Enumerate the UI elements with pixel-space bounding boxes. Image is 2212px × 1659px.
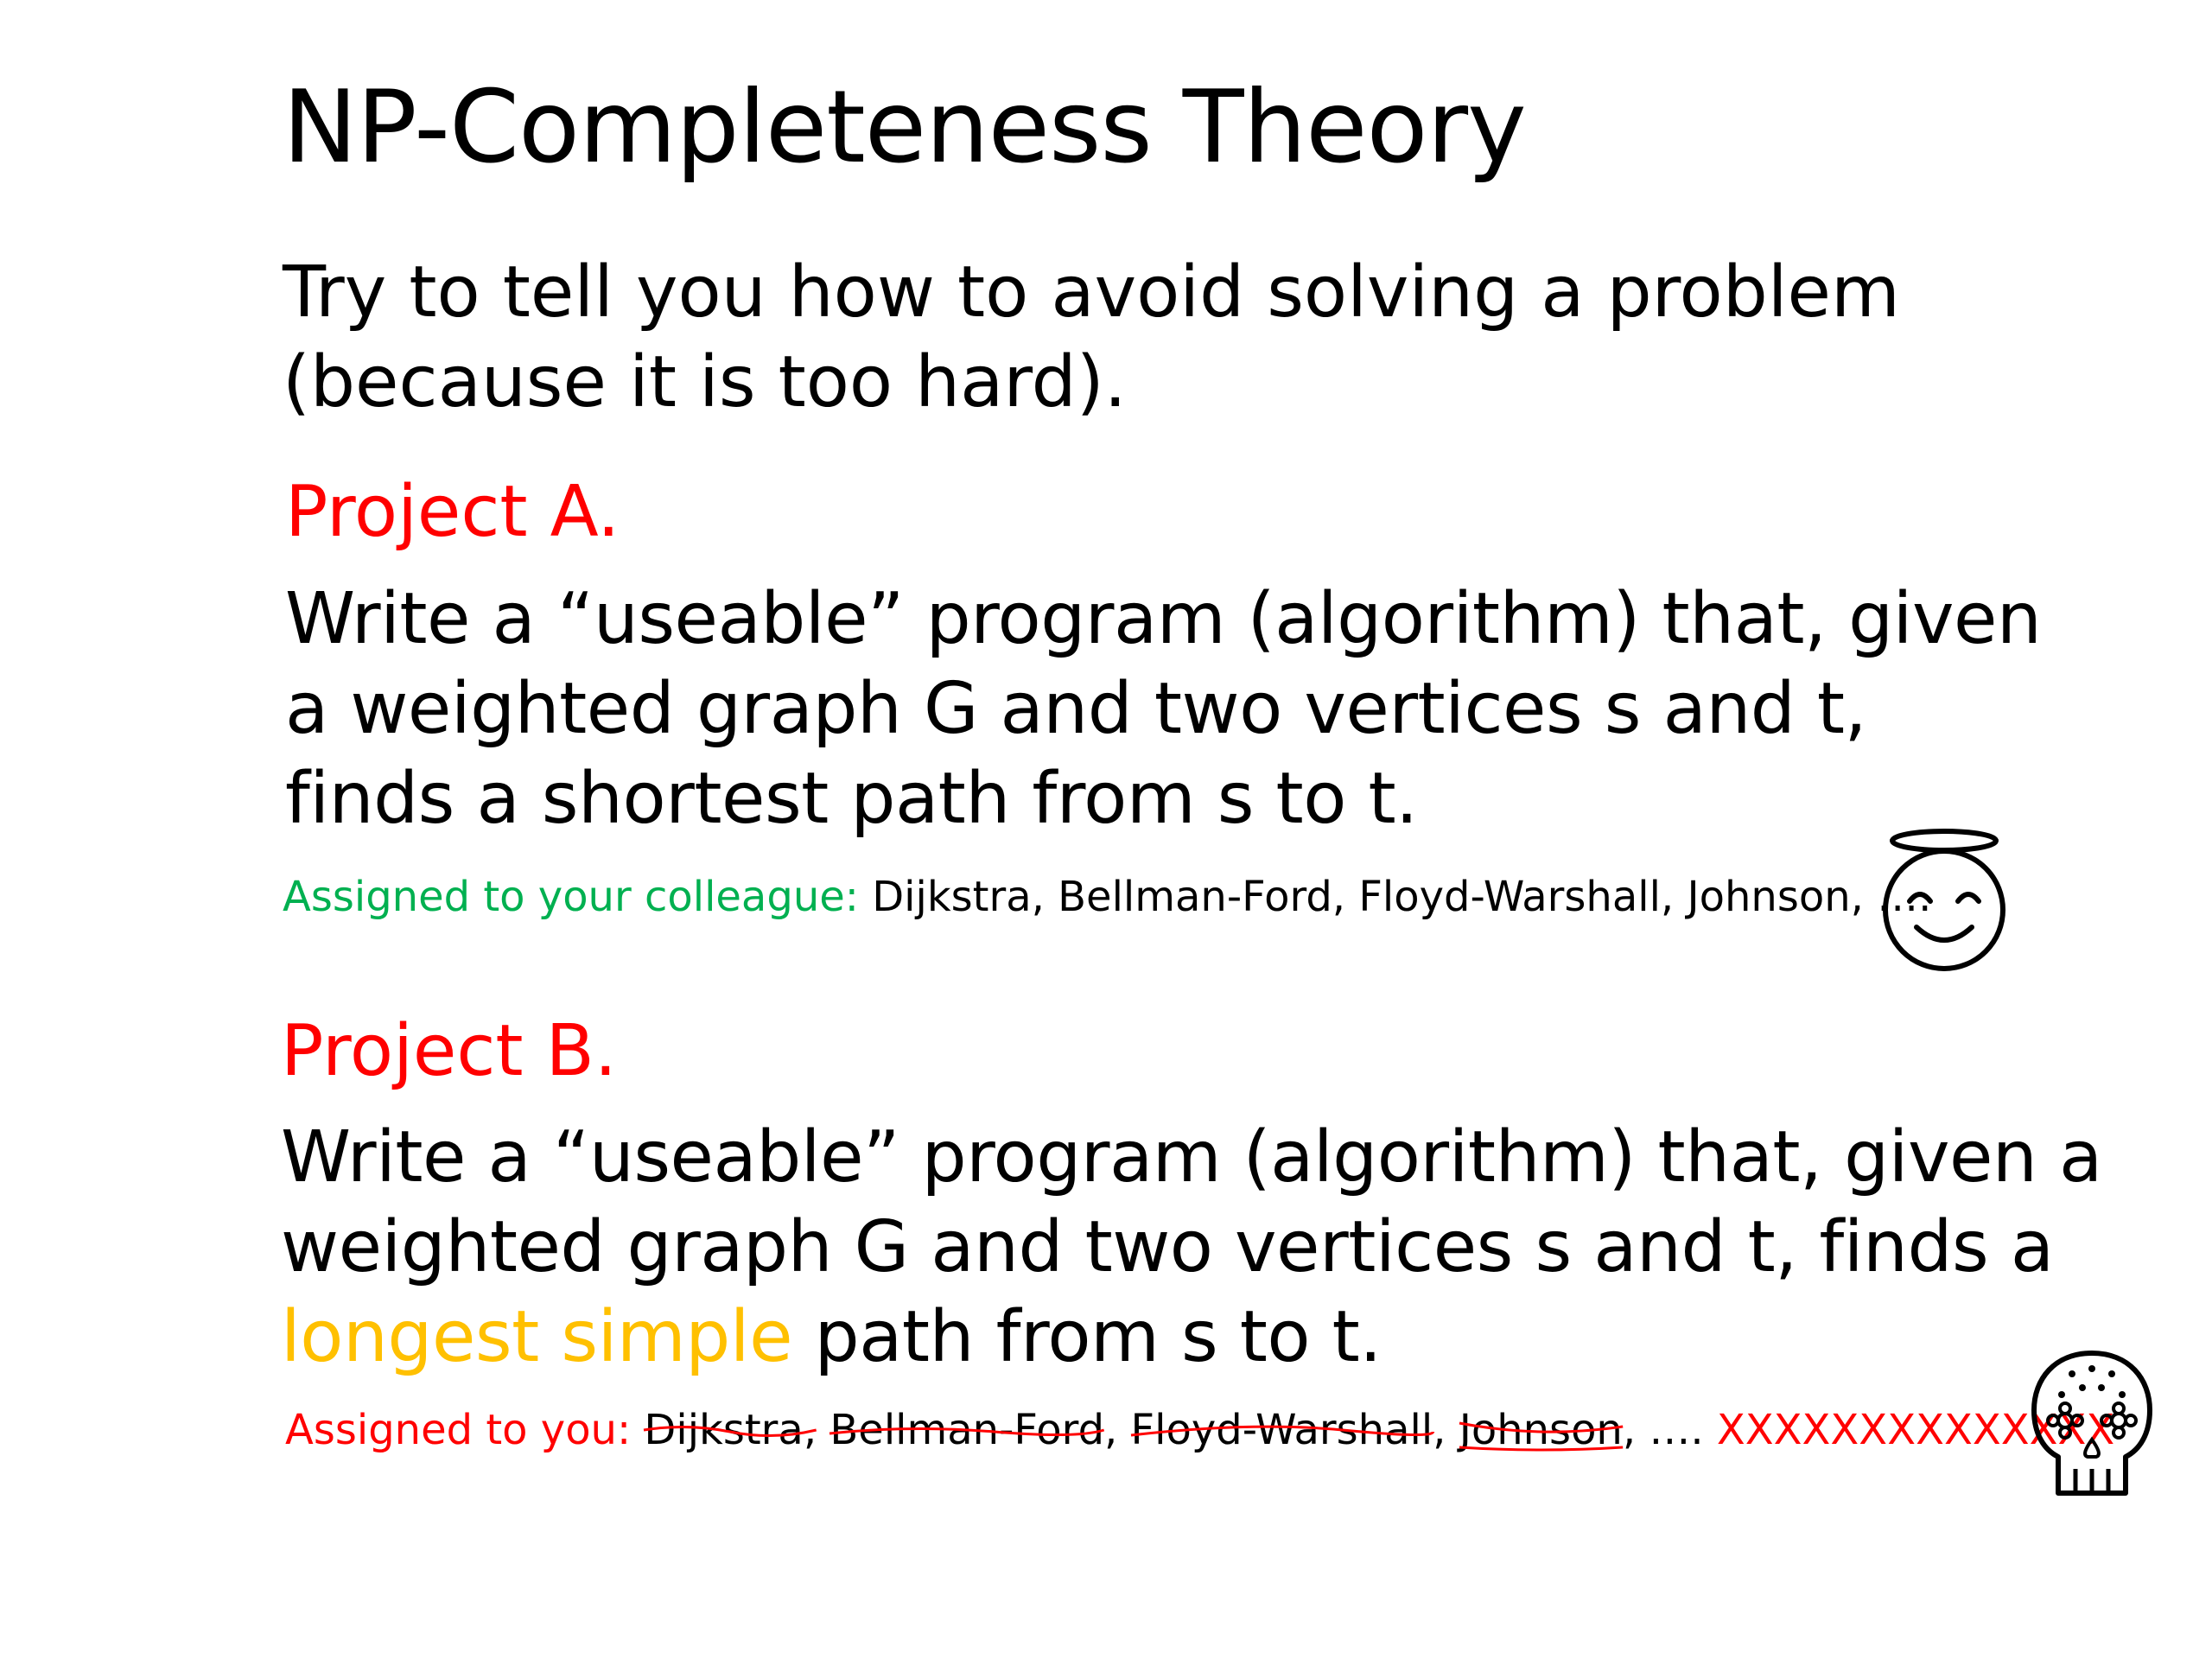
skull-icon xyxy=(2029,1348,2155,1503)
intro-line: (because it is too hard). xyxy=(283,341,1127,423)
struck-algorithm-bellman-ford xyxy=(830,1404,1104,1456)
colleague-algorithms: Dijkstra, Bellman-Ford, Floyd-Warshall, Johnson, …. xyxy=(872,873,1932,921)
intro-line: Try to tell you how to avoid solving a problem xyxy=(283,251,1900,334)
intro-text xyxy=(283,248,1900,428)
project-b-line: Write a “useable” program (algorithm) that, given a xyxy=(281,1116,2102,1198)
struck-algorithm-label: Bellman-Ford xyxy=(830,1406,1105,1454)
project-b-line-rest: path from s to t. xyxy=(792,1296,1382,1378)
slide-title: NP-Completeness Theory xyxy=(283,69,1526,186)
struck-algorithm-dijkstra xyxy=(644,1404,817,1456)
colleague-assignment-label: Assigned to your colleague: xyxy=(283,873,859,921)
separator: , xyxy=(1433,1406,1459,1454)
strikethrough-mark xyxy=(1459,1404,1623,1456)
struck-algorithm-floyd-warshall xyxy=(1131,1404,1433,1456)
project-b-assignment xyxy=(285,1404,2114,1456)
longest-simple-highlight: longest simple xyxy=(281,1296,793,1378)
struck-algorithm-label: Johnson xyxy=(1459,1406,1623,1454)
project-a-line: a weighted graph G and two vertices s and t, xyxy=(285,668,1867,750)
project-b-description xyxy=(281,1113,2102,1382)
project-b-heading: Project B. xyxy=(281,1010,617,1092)
struck-algorithm-label: Dijkstra, xyxy=(644,1406,817,1454)
strikethrough-mark xyxy=(1131,1404,1433,1456)
strikethrough-mark xyxy=(830,1404,1104,1456)
project-a-heading: Project A. xyxy=(285,471,620,553)
ellipsis: , …. xyxy=(1622,1406,1717,1454)
struck-algorithm-label: Floyd-Warshall xyxy=(1130,1406,1433,1454)
crossed-out-marks: XXXXXXXXXXXXXX xyxy=(1716,1406,2115,1454)
strikethrough-mark xyxy=(644,1404,817,1456)
separator: , xyxy=(1104,1406,1131,1454)
project-b-line xyxy=(281,1293,2102,1382)
struck-algorithm-johnson xyxy=(1459,1404,1623,1456)
project-a-line: Write a “useable” program (algorithm) that, given xyxy=(285,578,2042,660)
separator xyxy=(817,1406,830,1454)
project-a-line: finds a shortest path from s to t. xyxy=(285,758,1418,840)
smiling-face-with-halo-icon xyxy=(1875,825,2013,972)
project-a-assignment xyxy=(283,871,1931,923)
your-assignment-label: Assigned to you: xyxy=(285,1406,632,1454)
project-a-description xyxy=(285,575,2041,844)
project-b-line: weighted graph G and two vertices s and t, finds a xyxy=(281,1206,2054,1288)
